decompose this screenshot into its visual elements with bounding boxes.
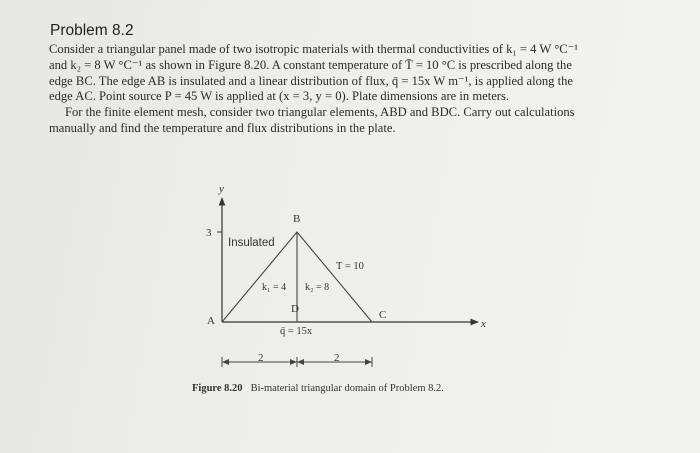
dimension-arrow-right	[365, 359, 372, 365]
figure-caption	[192, 383, 444, 394]
temperature-label: T = 10	[336, 261, 364, 272]
node-label-b: B	[293, 213, 301, 225]
k1-label: k₁ = 4	[262, 282, 287, 293]
statement-line-2: and k₂ = 8 W °C⁻¹ as shown in Figure 8.20. A constant temperature of T̄ = 10 °C is prescribed along the	[49, 57, 572, 72]
statement-line-4: edge AC. Point source P = 45 W is applied at (x = 3, y = 0). Plate dimensions are in meters.	[49, 89, 510, 104]
y-axis-label: y	[219, 183, 224, 195]
x-axis-label: x	[481, 318, 486, 330]
dimension-label-left: 2	[258, 352, 264, 364]
k2-label: k₂ = 8	[305, 282, 330, 293]
flux-label: q̄ = 15x	[280, 326, 313, 337]
node-label-c: C	[379, 309, 387, 321]
insulated-label: Insulated	[228, 237, 275, 249]
node-label-d: D	[291, 303, 299, 315]
statement-line-3: edge BC. The edge AB is insulated and a linear distribution of flux, q̄ = 15x W m⁻¹, is applied along the	[49, 73, 573, 88]
tick-label-3: 3	[206, 227, 212, 239]
statement-line-5: For the finite element mesh, consider two triangular elements, ABD and BDC. Carry out calculations	[65, 105, 575, 120]
node-label-a: A	[207, 315, 215, 327]
caption-text: Bi-material triangular domain of Problem 8.2.	[250, 383, 444, 394]
dimension-arrow-left	[222, 359, 229, 365]
problem-title: Problem 8.2	[50, 22, 134, 39]
dimension-arrow-mid-right	[297, 359, 304, 365]
statement-line-1: Consider a triangular panel made of two isotropic materials with thermal conductivities of k₁ = 4 W °C⁻¹	[49, 42, 579, 56]
dimension-label-right: 2	[334, 352, 340, 364]
caption-number: Figure 8.20	[192, 383, 243, 394]
dimension-arrow-mid-left	[290, 359, 297, 365]
statement-line-6: manually and find the temperature and flux distributions in the plate.	[49, 120, 396, 135]
